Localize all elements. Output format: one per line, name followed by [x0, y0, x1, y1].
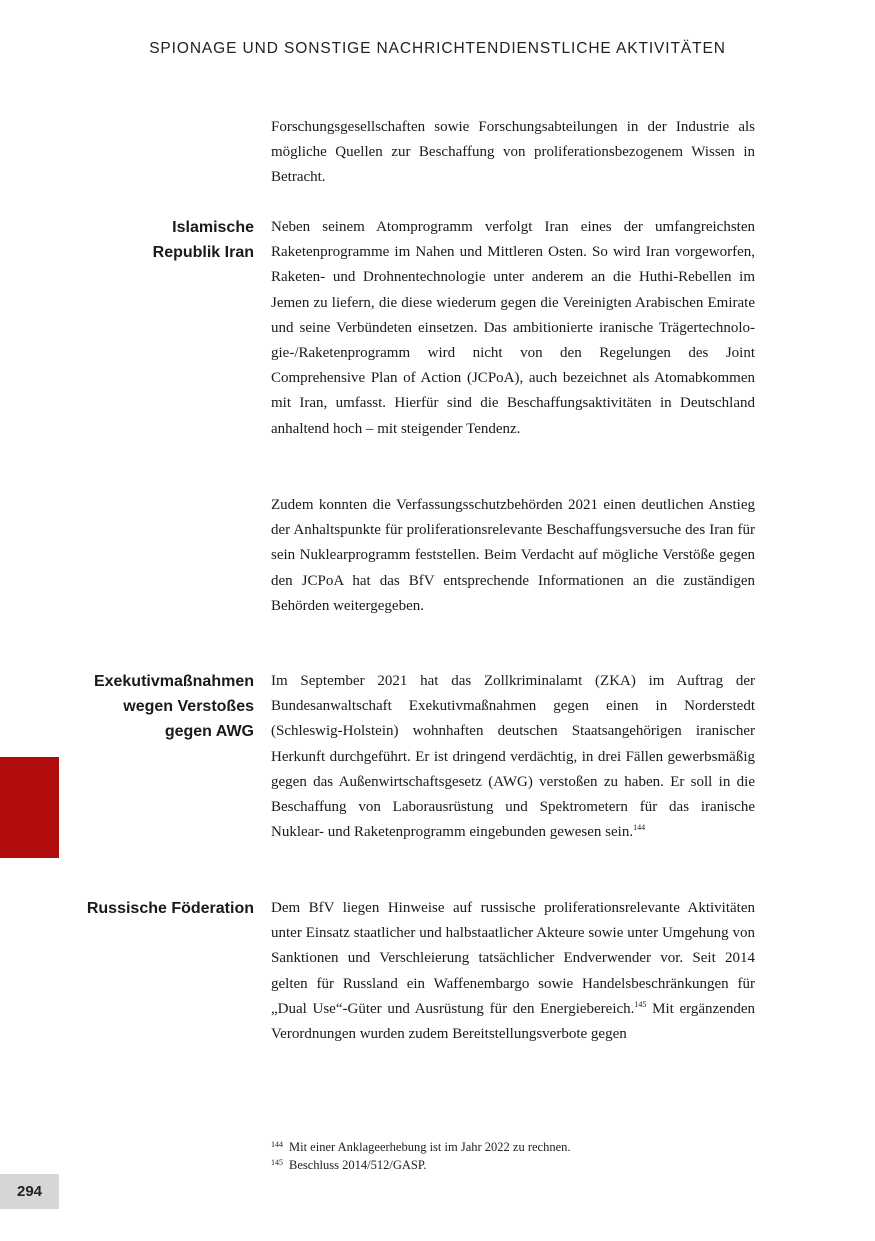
running-header: SPIONAGE UND SONSTIGE NACHRICHTENDIENSTLICHE AKTIVITÄTEN: [149, 40, 726, 57]
awg-heading-line: Exekutivmaßnahmen: [93, 673, 254, 690]
awg-paragraph: [271, 669, 755, 845]
iran-heading-line: Republik Iran: [152, 244, 254, 262]
footnote-145: [271, 1154, 771, 1174]
footnote-number: 145: [271, 1158, 283, 1167]
footnote-ref-145[interactable]: 145: [634, 999, 647, 1009]
iran-paragraph-1: Neben seinem Atomprogramm verfolgt Iran eines der umfangreichsten Raketenprogramme im Nahen und Mittleren Osten. So wird Iran vorgeworfen, Raketen- und Drohnentechnologie unter anderem an die Huthi-Rebellen im Jemen zu liefern, die diese wiederum gegen die Vereinigten Arabischen Emirate und seine Verbündeten einsetzen. Das ambitionierte iranische Trägertechnologie-/Raketenprogramm wird nicht von den Regelungen des Joint Comprehensive Plan of Action (JCPoA), auch bezeichnet als Atomabkommen mit Iran, umfasst. Hierfür sind die Beschaffungsaktivitäten in Deutschland anhaltend hoch – mit steigender Tendenz.: [271, 219, 755, 437]
page-number: 294: [0, 1174, 59, 1209]
footnote-number: 144: [271, 1140, 283, 1149]
intro-paragraph: Forschungsgesellschaften sowie Forschungsabteilungen in der Industrie als mögliche Quellen zur Beschaffung von proliferationsbezogenem Wissen in Betracht.: [271, 119, 755, 186]
awg-side-heading: [54, 669, 254, 745]
iran-paragraph-2: Zudem konnten die Verfassungsschutzbehörden 2021 einen deutlichen Anstieg der Anhaltspunkte für proliferationsrelevante Beschaffungsversuche des Iran für sein Nuklearprogramm feststellen. Beim Verdacht auf mögliche Verstöße gegen den JCPoA hat das BfV entsprechende Informationen an die zuständigen Behörden weitergegeben.: [271, 497, 755, 614]
russia-paragraph-text-a: Dem BfV liegen Hinweise auf russische proliferationsrelevante Aktivitäten unter Einsatz staatlicher und halbstaatlicher Akteure sowie unter Umgehung von Sanktionen und Verschleierung tatsächlicher Endverwender vor. Seit 2014 gelten für Russland ein Waffenembargo sowie Handelsbeschränkungen für „Dual Use“-Güter und Ausrüstung für den Energiebereich.: [271, 900, 755, 1017]
russia-paragraph-text-b: Mit ergänzenden Verordnungen wurden zudem Bereitstellungsverbote gegen: [271, 1000, 755, 1043]
russia-paragraph: [271, 896, 755, 1047]
footnote-144: [271, 1136, 771, 1156]
iran-heading-line: Islamische: [172, 219, 254, 236]
footnote-text: Beschluss 2014/512/GASP.: [289, 1158, 427, 1172]
awg-paragraph-text: Im September 2021 hat das Zollkriminalamt (ZKA) im Auftrag der Bundesanwaltschaft Exekutivmaßnahmen gegen einen in Norderstedt (Schleswig-Holstein) wohnhaften deutschen Staatsangehörigen iranischer Herkunft durchgeführt. Er ist dringend verdächtig, in drei Fällen gewerbsmäßig gegen das Außenwirtschaftsgesetz (AWG) verstoßen zu haben. Er soll in die Beschaffung von Laborausrüstung und Spektrometern für das iranische Nuklear- und Raketenprogramm eingebunden gewesen sein.: [271, 673, 755, 841]
russia-heading-line: Russische Föderation: [86, 900, 254, 917]
awg-heading-line: wegen Verstoßes: [123, 698, 254, 716]
awg-heading-line: gegen AWG: [164, 723, 254, 741]
russia-side-heading: [54, 896, 254, 921]
footnote-text: Mit einer Anklageerhebung ist im Jahr 2022 zu rechnen.: [289, 1140, 571, 1154]
footnote-ref-144[interactable]: 144: [633, 823, 646, 833]
iran-side-heading: [54, 215, 254, 265]
chapter-color-tab: [0, 757, 59, 858]
